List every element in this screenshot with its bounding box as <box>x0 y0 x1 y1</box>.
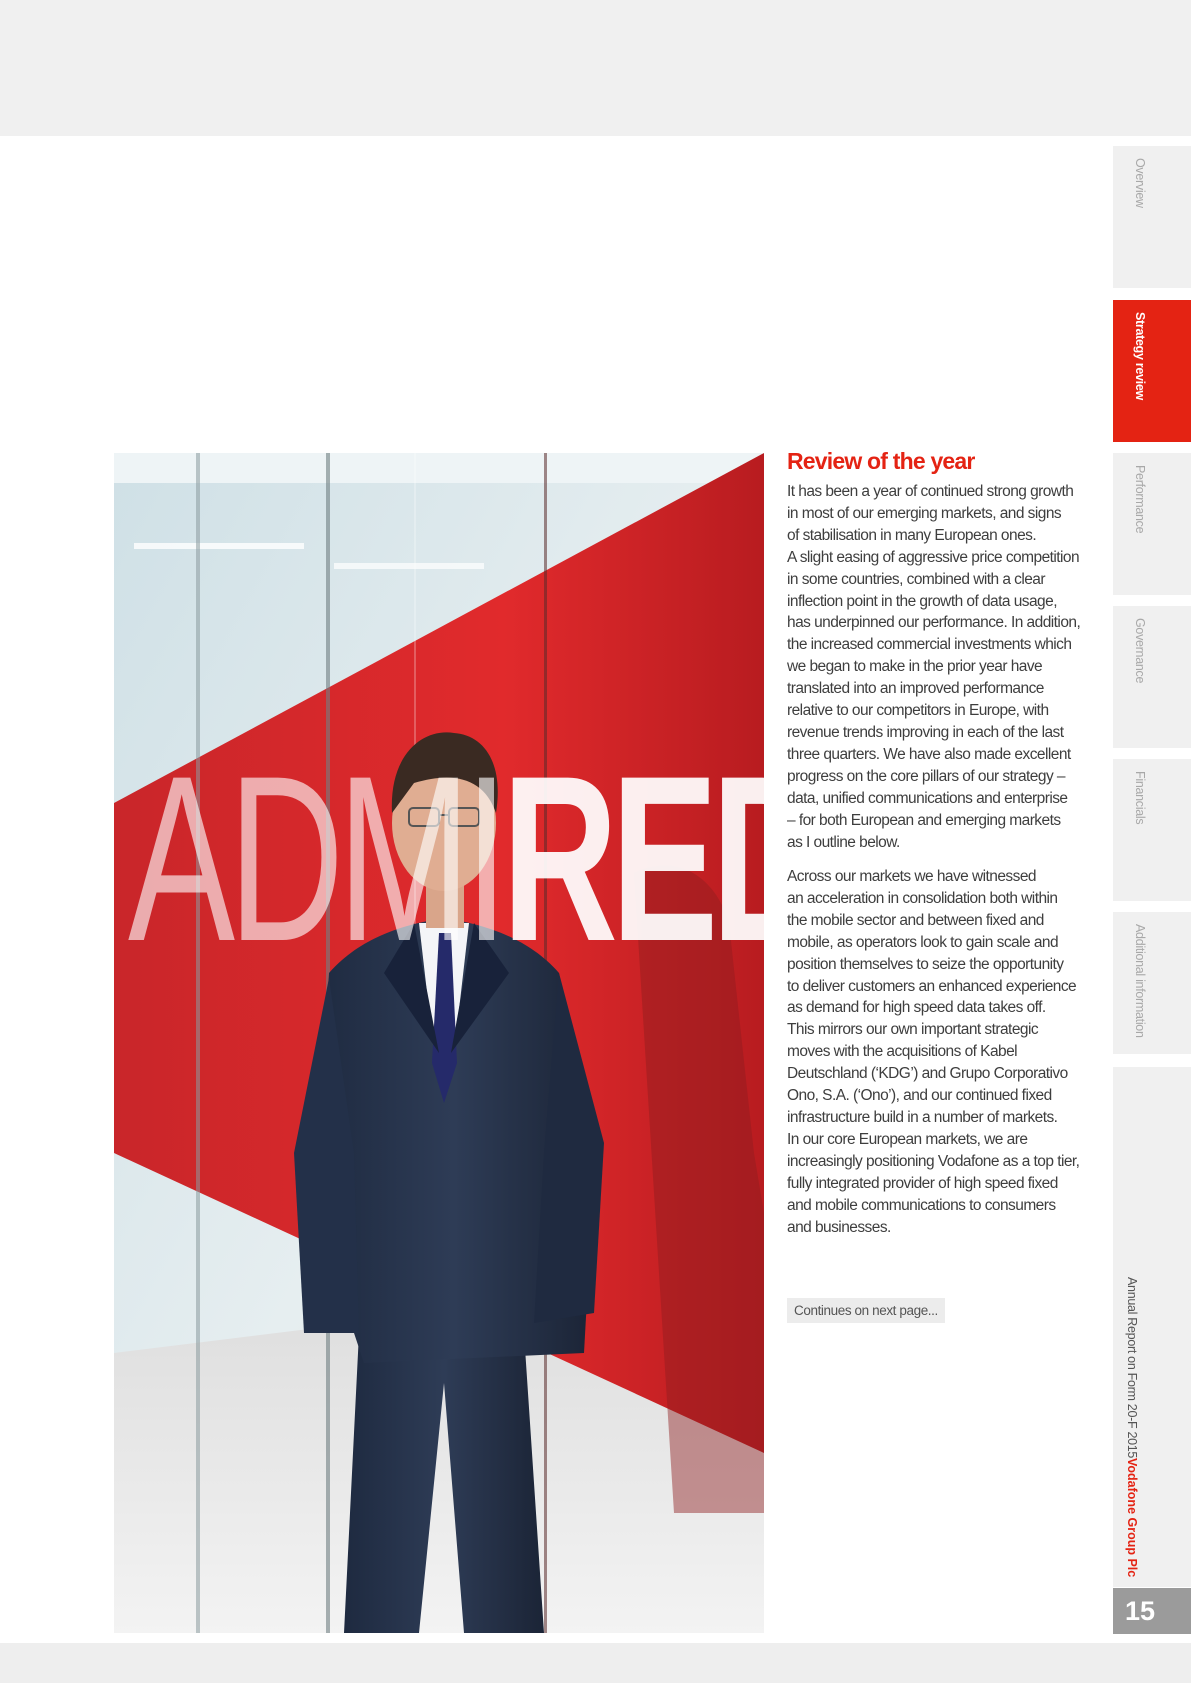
text-line: infrastructure build in a number of markets. <box>787 1108 1058 1126</box>
text-line: A slight easing of aggressive price competition <box>787 548 1080 566</box>
wall-lettering-faded: ADMI <box>128 727 502 991</box>
top-margin-band <box>0 0 1191 136</box>
text-line: as I outline below. <box>787 833 900 851</box>
text-line: the increased commercial investments which <box>787 636 1072 654</box>
text-line: data, unified communications and enterprise <box>787 789 1068 807</box>
text-line: mobile, as operators look to gain scale and <box>787 933 1059 951</box>
text-line: progress on the core pillars of our strategy – <box>787 767 1065 785</box>
text-line: Ono, S.A. (‘Ono’), and our continued fixed <box>787 1087 1052 1105</box>
brand-name: Vodafone Group Plc <box>1125 1457 1139 1577</box>
tab-label: Financials <box>1133 771 1147 825</box>
page-number: 15 <box>1113 1588 1191 1634</box>
text-line: – for both European and emerging markets <box>787 811 1061 829</box>
text-line: in some countries, combined with a clear <box>787 570 1045 588</box>
text-line: revenue trends improving in each of the last <box>787 723 1064 741</box>
bottom-margin-band <box>0 1643 1191 1683</box>
text-line: increasingly positioning Vodafone as a top tier, <box>787 1152 1080 1170</box>
article-heading: Review of the year <box>787 448 975 474</box>
text-line: has underpinned our performance. In addition, <box>787 614 1081 632</box>
text-line: and businesses. <box>787 1218 891 1236</box>
text-line: of stabilisation in many European ones. <box>787 526 1037 544</box>
text-line: Deutschland (‘KDG’) and Grupo Corporativo <box>787 1065 1068 1083</box>
tab-financials[interactable] <box>1113 759 1191 901</box>
text-line: to deliver customers an enhanced experience <box>787 977 1077 995</box>
tab-label: Additional information <box>1133 924 1147 1038</box>
text-line: fully integrated provider of high speed fixed <box>787 1174 1058 1192</box>
text-line: moves with the acquisitions of Kabel <box>787 1043 1018 1061</box>
text-line: In our core European markets, we are <box>787 1130 1028 1148</box>
continue-next-page-button[interactable]: Continues on next page... <box>787 1298 945 1323</box>
brand-tab <box>1113 1067 1191 1587</box>
text-line: relative to our competitors in Europe, with <box>787 702 1049 720</box>
report-title: Annual Report on Form 20-F 2015 <box>1125 1276 1139 1458</box>
tab-performance[interactable] <box>1113 453 1191 595</box>
text-line: an acceleration in consolidation both within <box>787 889 1058 907</box>
tab-additional-information[interactable] <box>1113 912 1191 1054</box>
text-line: It has been a year of continued strong growth <box>787 483 1074 500</box>
portrait-photo <box>114 453 821 1633</box>
text-line: three quarters. We have also made excellent <box>787 745 1071 763</box>
text-line: position themselves to seize the opportunity <box>787 955 1064 973</box>
tab-label: Performance <box>1133 465 1147 534</box>
text-line: This mirrors our own important strategic <box>787 1021 1039 1039</box>
text-line: we began to make in the prior year have <box>787 658 1043 676</box>
brand-block <box>1123 1277 1139 1577</box>
text-line: translated into an improved performance <box>787 680 1044 698</box>
tab-label: Overview <box>1133 158 1147 208</box>
text-line: Across our markets we have witnessed <box>787 868 1036 885</box>
text-line: the mobile sector and between fixed and <box>787 911 1044 929</box>
tab-overview[interactable] <box>1113 146 1191 288</box>
text-line: inflection point in the growth of data usage, <box>787 592 1057 610</box>
tab-governance[interactable] <box>1113 606 1191 748</box>
wall-lettering <box>128 727 821 991</box>
tab-strategy-review[interactable] <box>1113 300 1191 442</box>
tab-label: Strategy review <box>1133 312 1147 400</box>
article-paragraph-2 <box>787 866 1107 1238</box>
wall-lettering-bold: RED <box>502 727 821 991</box>
article-paragraph-1 <box>787 481 1107 853</box>
text-line: and mobile communications to consumers <box>787 1196 1056 1214</box>
text-line: in most of our emerging markets, and signs <box>787 504 1062 522</box>
tab-label: Governance <box>1133 618 1147 684</box>
photo-illustration <box>114 453 764 1633</box>
text-line: as demand for high speed data takes off. <box>787 999 1046 1017</box>
